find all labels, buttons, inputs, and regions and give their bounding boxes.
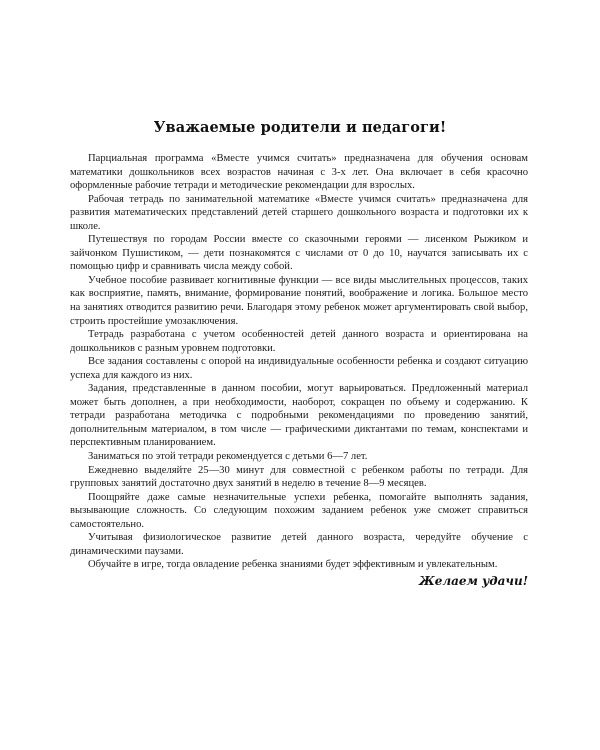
paragraph: Путешествуя по городам России вместе со сказочными героями — лисенком Рыжиком и зайчонком Пушистиком, — дети познакомятся с числами от 0 до 10, научатся записывать их с помощью цифр и сравнивать числа между собой. — [70, 234, 528, 273]
paragraph: Ежедневно выделяйте 25—30 минут для совместной с ребенком работы по тетради. Для групповых занятий достаточно двух занятий в неделю в течение 8—9 месяцев. — [70, 464, 528, 490]
paragraph: Учитывая физиологическое развитие детей данного возраста, чередуйте обучение с динамическими паузами. — [70, 532, 528, 557]
paragraph: Все задания составлены с опорой на индивидуальные особенности ребенка и создают ситуацию успеха для каждого из них. — [70, 356, 528, 381]
paragraph: Обучайте в игре, тогда овладение ребенка знаниями будет эффективным и увлекательным. — [88, 559, 498, 571]
paragraph: Задания, представленные в данном пособии, могут варьироваться. Предложенный материал может быть дополнен, а при необходимости, наоборот, сокращен по объему и содержанию. К тетради разработана методичка с подробными рекомендациями по проведению занятий, дополнительным материалом, в том числе — графическими диктантами по темам, конспектами и перспективным планированием. — [70, 383, 528, 449]
closing-signature: Желаем удачи! — [418, 574, 528, 588]
page-title: Уважаемые родители и педагоги! — [153, 119, 447, 136]
paragraph: Поощряйте даже самые незначительные успехи ребенка, помогайте выполнять задания, вызывающие сложность. Со следующим похожим заданием ребенок уже сможет справиться самостоятельно. — [70, 491, 528, 530]
paragraph: Тетрадь разработана с учетом особенностей детей данного возраста и ориентирована на дошкольников с разным уровнем подготовки. — [70, 329, 528, 354]
paragraph: Парциальная программа «Вместе учимся считать» предназначена для обучения основам математики дошкольников всех возрастов начиная с 3-х лет. Она включает в себя красочно оформленные рабочие тетради и методические рекомендации для взрослых. — [70, 153, 528, 192]
body-text — [70, 152, 528, 572]
paragraph: Рабочая тетрадь по занимательной математике «Вместе учимся считать» предназначена для развития математических представлений детей старшего дошкольного возраста и подготовки их к школе. — [70, 193, 528, 232]
paragraph: Учебное пособие развивает когнитивные функции — все виды мыслительных процессов, таких как восприятие, память, внимание, формирование понятий, воображение и логика. Большое место на занятиях отводится развитию речи. Благодаря этому ребенок может аргументировать свой выбор, строить простейшие умозаключения. — [70, 274, 528, 327]
paragraph: Заниматься по этой тетради рекомендуется с детьми 6—7 лет. — [88, 451, 368, 463]
